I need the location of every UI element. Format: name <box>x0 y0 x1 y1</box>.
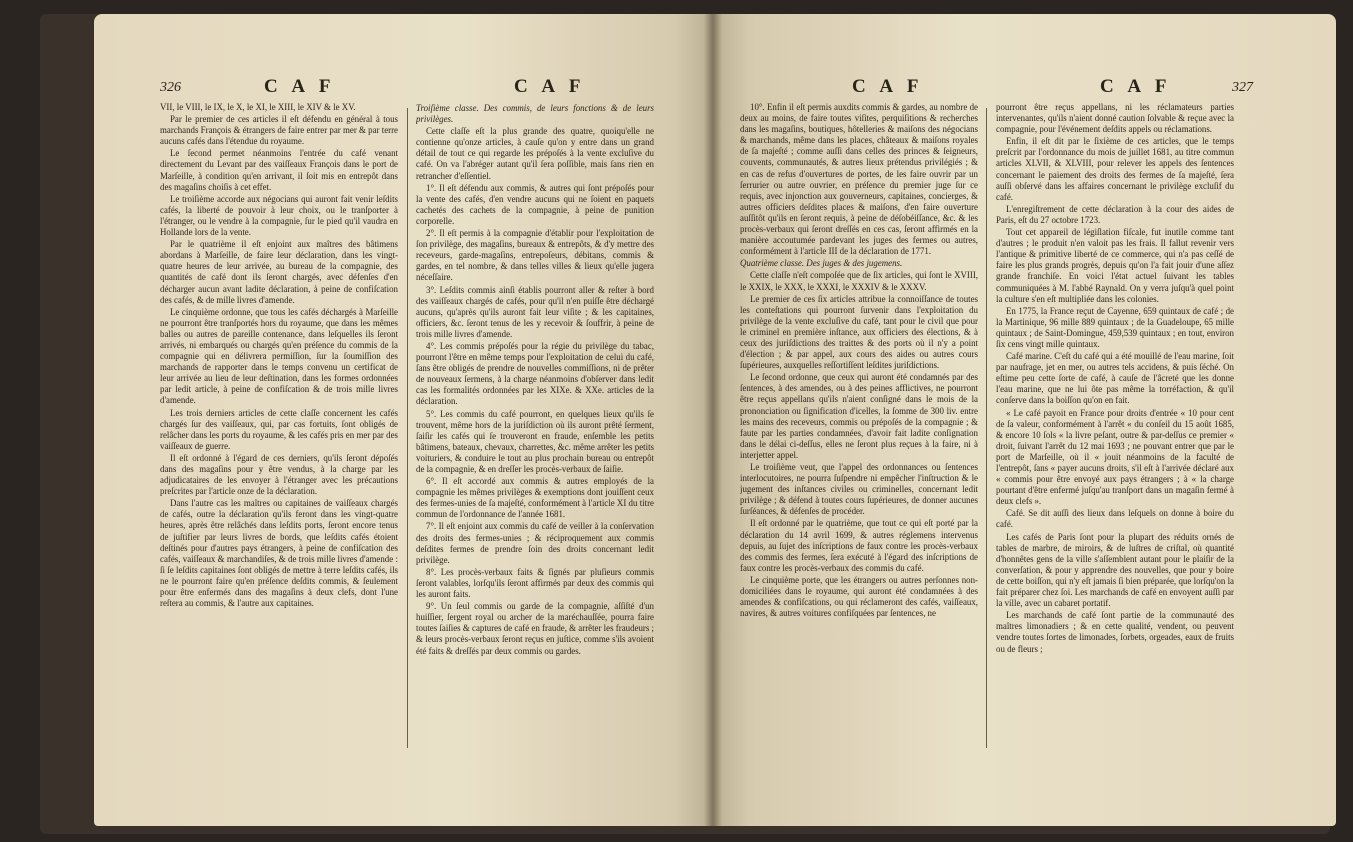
paragraph: Café marine. C'eſt du café qui a été mouillé de l'eau marine, ſoit par naufrage, jet en mer, ou autres tels accidens, & puis ſéché. On eſtime peu cette ſorte de café, à cauſe de l'âcreté que les donne l'eau marine, que ne lui ôte pas même la torréfaction, & qu'il conſerve dans la boiſſon qu'on en fait. <box>996 351 1234 406</box>
paragraph: Le cinquième porte, que les étrangers ou autres perſonnes non-domiciliées dans le royaume, qui auront été condamnées à des amendes & confiſcations, ou qui réclameront des cafés, vaiſſeaux, navires, & autres voitures confiſquées par ſentences, ne <box>740 574 978 619</box>
column-rule <box>986 108 987 748</box>
paragraph: Par le premier de ces articles il eſt défendu en général à tous marchands François & étrangers de faire entrer par mer & par terre aucuns cafés dans l'étendue du royaume. <box>160 114 398 147</box>
paragraph: 1°. Il eſt défendu aux commis, & autres qui ſont prépoſés pour la vente des cafés, d'en vendre aucuns qui ne ſoient en paquets cachetés des cachets de la compagnie, à peine de punition corporelle. <box>416 182 654 226</box>
paragraph: « Le café payoit en France pour droits d'entrée « 10 pour cent de ſa valeur, conformément à l'arrêt « du conſeil du 15 août 1685, & encore 10 ſols « la livre peſant, outre & par-deſſus ce premier « droit, ſuivant l'arrêt du 12 mai 1693 ; ne pouvant entrer que par le port de Marſeille, où il « jouit néanmoins de la faculté de l'entrepôt, ſans « payer aucuns droits, s'il eſt à l'arrivée déclaré aux « commis pour être envoyé aux pays étrangers ; à « la charge pourtant d'être enfermé juſqu'au tranſport dans un magaſin fermé à deux clefs ». <box>996 407 1234 507</box>
left-running-head-2: C A F <box>514 76 586 97</box>
paragraph: 8°. Les procès-verbaux faits & ſignés par pluſieurs commis ſeront valables, lorſqu'ils ſeront affirmés par deux des commis qui les auront faits. <box>416 566 654 600</box>
left-running-head-1: C A F <box>264 76 336 97</box>
paragraph: Café. Se dit auſſi des lieux dans leſquels on donne à boire du café. <box>996 508 1234 530</box>
paragraph: 5°. Les commis du café pourront, en quelques lieux qu'ils ſe trouvent, même hors de la juriſdiction où ils auront prêté ſerment, ſaiſir les cafés qui ſe trouveront en fraude, enſemble les petits bâtimens, bateaux, chevaux, charrettes, &c. même arrêter les petits voituriers, & conduire le tout au plus prochain bureau ou entrepôt de la compagnie, & en dreſſer les procès-verbaux de ſaiſie. <box>416 408 654 474</box>
left-column-1 <box>160 102 398 804</box>
paragraph: Le ſecond permet néanmoins l'entrée du café venant directement du Levant par des vaiſſeaux François dans le port de Marſeille, à condition qu'en arrivant, il ſoit mis en entrepôt dans des magaſins choiſis à cet effet. <box>160 148 398 192</box>
paragraph: Il eſt ordonné à l'égard de ces derniers, qu'ils ſeront dépoſés dans des magaſins pour y être vendus, à la charge par les adjudicataires de les envoyer à l'étranger avec les précautions preſcrites par l'article onze de la déclaration. <box>160 452 398 497</box>
paragraph: 7°. Il eſt enjoint aux commis du café de veiller à la conſervation des droits des fermes-unies ; & réciproquement aux commis deſdites fermes de prendre ſoin des droits concernant ledit privilège. <box>416 521 654 565</box>
paragraph: Cette claſſe n'eſt compoſée que de ſix articles, qui ſont le XVIII, le XXIX, le XXX, le XXXI, le XXXIV & le XXXV. <box>740 270 978 292</box>
paragraph: pourront être reçus appellans, ni les réclamateurs parties intervenantes, qu'ils n'aient donné caution ſolvable & reçue avec la compagnie, pour l'événement deſdits appels ou réclamations. <box>996 102 1234 135</box>
paragraph: Dans l'autre cas les maîtres ou capitaines de vaiſſeaux chargés de cafés, outre la déclaration qu'ils feront dans les vingt-quatre heures, après être relâchés dans leſdits ports, ſeront encore tenus de juſtifier par leurs livres de bords, que leſdits cafés étoient deſtinés pour d'autres pays étrangers, à peine de confiſcation des cafés, vaiſſeaux & marchandiſes, & de trois mille livres d'amende : ſi ſe leſdits capitaines ſont obligés de mettre à terre leſdits cafés, ils ne le pourront faire qu'en préſence deſdits commis, & ſeulement pour être enfermés dans des magaſins à deux clefs, dont l'une reſtera au commis, & l'autre aux capitaines. <box>160 498 398 609</box>
left-page <box>94 14 712 826</box>
paragraph: 4°. Les commis prépoſés pour la régie du privilège du tabac, pourront l'être en même temps pour l'exploitation de celui du café, ſans être obligés de prendre de nouvelles commiſſions, ni de prêter de nouveaux ſermens, à la charge néanmoins d'obſerver dans ledit cas les formalités ordonnées par les XIXe. & XXe. articles de la déclaration. <box>416 340 654 407</box>
right-page-number: 327 <box>1232 80 1253 95</box>
paragraph: VII, le VIII, le IX, le X, le XI, le XIII, le XIV & le XV. <box>160 102 356 112</box>
paragraph: Le troiſième veut, que l'appel des ordonnances ou ſentences interlocutoires, ne pourra ſuſpendre ni empêcher l'inſtruction & le jugement des inſtances civiles ou criminelles, concernant ledit privilège ; & défend à toutes cours ſupérieures, de donner aucunes ſurſéances, & défenſes de procéder. <box>740 462 978 517</box>
right-running-head-2: C A F <box>1100 76 1172 97</box>
right-page <box>712 14 1336 826</box>
paragraph: 3°. Leſdits commis ainſi établis pourront aller & reſter à bord des vaiſſeaux chargés de cafés, pour qu'il n'en puiſſe être déchargé aucuns, qu'après qu'ils auront fait leur viſite ; & les capitaines, officiers, &c. ſeront tenus de les y recevoir & ſouffrir, à peine de trois mille livres d'amende. <box>416 284 654 339</box>
paragraph: Cette claſſe eſt la plus grande des quatre, quoiqu'elle ne contienne qu'onze articles, à cauſe qu'on y entre dans un grand détail de tout ce qui regarde les prépoſés à la vente excluſive du café. On va l'abréger autant qu'il ſera poſſible, mais ſans rien en retrancher d'eſſentiel. <box>416 126 654 181</box>
right-column-1 <box>740 102 978 804</box>
right-column-2 <box>996 102 1234 804</box>
paragraph: Le troiſième accorde aux négocians qui auront fait venir leſdits cafés, la liberté de pouvoir à leur choix, ou le tranſporter à l'étranger, ou le vendre à la compagnie, ſur le pied qu'il vaudra en Hollande lors de la vente. <box>160 193 398 238</box>
left-column-2 <box>416 102 654 804</box>
paragraph: 2°. Il eſt permis à la compagnie d'établir pour l'exploitation de ſon privilège, des magaſins, bureaux & entrepôts, & d'y mettre des receveurs, garde-magaſins, entrepoſeurs, débitans, commis & gardes, en tel nombre, & dans telles villes & lieux qu'elle jugera néceſſaire. <box>416 228 654 283</box>
paragraph: Le ſecond ordonne, que ceux qui auront été condamnés par des ſentences, à des amendes, ou à des peines afflictives, ne pourront être reçus appellans qu'ils n'aient conſigné dans le mois de la prononciation ou ſignification d'icelles, la ſomme de 300 liv. entre les mains des receveurs, commis ou prépoſés de la compagnie ; & faute par les parties condamnées, d'avoir fait ladite conſignation dans le délai ci-deſſus, elles ne ſeront plus reçues à la faire, ni à interjetter appel. <box>740 372 978 460</box>
column-rule <box>407 108 408 748</box>
paragraph: 6°. Il eſt accordé aux commis & autres employés de la compagnie les mêmes privilèges & exemptions dont jouiſſent ceux des fermes-unies de ſa majeſté, conformément à l'article XI du titre commun de l'ordonnance de l'année 1681. <box>416 476 654 520</box>
paragraph: Enfin, il eſt dit par le ſixième de ces articles, que le temps preſcrit par l'ordonnance du mois de juillet 1681, au titre commun articles XLVII, & XLVIII, pour relever les appels des ſentences concernant le paiement des droits des fermes de ſa majeſté, ſera auſſi obſervé dans les affaires concernant le privilège excluſif du café. <box>996 136 1234 202</box>
paragraph: Les marchands de café ſont partie de la communauté des maîtres limonadiers ; & en cette qualité, vendent, ou peuvent vendre toutes ſortes de limonades, ſorbets, orgeades, eaux de fruits ou de fleurs ; <box>996 610 1234 654</box>
paragraph: Les cafés de Paris ſont pour la plupart des réduits ornés de tables de marbre, de miroirs, & de luſtres de criſtal, où quantité d'honnêtes gens de la ville s'aſſemblent autant pour le plaiſir de la converſation, & pour y apprendre des nouvelles, que pour y boire de cette boiſſon, qui n'y eſt jamais ſi bien préparée, que lorſqu'on la fait préparer chez ſoi. Les marchands de café en envoyent auſſi par la ville, avec un cabaret portatif. <box>996 531 1234 609</box>
book-gutter <box>704 14 722 826</box>
paragraph: Les trois derniers articles de cette claſſe concernent les cafés chargés ſur des vaiſſeaux, qui, par cas fortuits, ſont obligés de relâcher dans les ports du royaume, & les cafés pris en mer par des vaiſſeaux de guerre. <box>160 407 398 451</box>
paragraph: 9°. Un ſeul commis ou garde de la compagnie, aſſiſté d'un huiſſier, ſergent royal ou archer de la maréchauſſée, pourra faire toutes ſaiſies & captures de café en fraude, & arrêter les fraudeurs ; & leurs procès-verbaux ſeront reçus en juſtice, comme s'ils avoient été faits & dreſſés par deux commis ou gardes. <box>416 601 654 656</box>
right-running-head-1: C A F <box>852 76 924 97</box>
paragraph: L'enregiſtrement de cette déclaration à la cour des aides de Paris, eſt du 27 octobre 1723. <box>996 203 1234 225</box>
book-spread <box>40 14 1330 834</box>
paragraph: En 1775, la France reçut de Cayenne, 659 quintaux de café ; de la Martinique, 96 mille 889 quintaux ; de la Guadeloupe, 65 mille quintaux ; de Saint-Domingue, 459,539 quintaux ; en tout, environ ſix cens vingt mille quintaux. <box>996 305 1234 349</box>
paragraph: 10°. Enfin il eſt permis auxdits commis & gardes, au nombre de deux au moins, de faire toutes viſites, perquiſitions & recherches dans les magaſins, boutiques, hôtelleries & maiſons des négocians & marchands, même dans les places, châteaux & maiſons royales de ſa majeſté ; comme auſſi dans celles des princes & ſeigneurs, couvents, communautés, & autres lieux prétendus privilégiés ; & en cas de refus d'ouvertures de portes, de les faire ouvrir par un ſerrurier ou autre ouvrier, en préſence du premier juge ſur ce requis, avec injonction aux gouverneurs, capitaines, concierges, & autres officiers deſdites places & maiſons, d'en faire ouverture auſſitôt qu'ils en ſeront requis, à peine de déſobéiſſance, &c. & les procès-verbaux qui ſeront dreſſés en ces cas, ſeront affirmés en la manière accoutumée pardevant les juges des fermes ou autres, conformément à l'article III de la déclaration de 1771. <box>740 102 978 257</box>
paragraph: Le premier de ces ſix articles attribue la connoiſſance de toutes les conteſtations qui pourront ſurvenir dans l'exploitation du privilège de la vente excluſive du café, tant pour le civil que pour le criminel en première inſtance, aux officiers des élections, & à ceux des juriſdictions des traittes & des ports où il n'y a point d'élection ; & par appel, aux cours des aides ou autres cours ſupérieures, auxquelles reſſortiſſent leſdites juriſdictions. <box>740 293 978 371</box>
paragraph: Le cinquième ordonne, que tous les cafés déchargés à Marſeille ne pourront être tranſportés hors du royaume, que dans les mêmes balles ou autres de pareille contenance, dans leſquelles ils ſeront arrivés, ni embarqués ou chargés qu'en préſence du commis de la compagnie qui en délivrera permiſſion, ſur la ſoumiſſion des marchands de rapporter dans le temps convenu un certificat de leur arrivée au lieu de leur deſtination, dans les formes ordonnées par ledit article, à peine de confiſcation & de trois mille livres d'amende. <box>160 306 398 406</box>
paragraph: Par le quatrième il eſt enjoint aux maîtres des bâtimens abordans à Marſeille, de faire leur déclaration, dans les vingt-quatre heures de leur arrivée, au bureau de la compagnie, des quantités de café dont ils ſeront chargés, avec défenſes d'en décharger aucun avant ladite déclaration, à peine de confiſcation des cafés, & de mille livres d'amende. <box>160 239 398 305</box>
paragraph: Tout cet appareil de légiſlation fiſcale, fut inutile comme tant d'autres ; le produit n'en valoit pas les frais. Il fallut revenir vers l'antique & primitive liberté de ce commerce, qui n'a pas ceſſé de faire les plus grands progrès, depuis qu'on l'a fait jouir d'une aſſez grande franchiſe. En voici l'état actuel ſuivant les tables communiquées à M. l'abbé Raynald. On y verra juſqu'à quel point la culture s'en eſt multipliée dans les colonies. <box>996 227 1234 304</box>
section-heading: Troiſième classe. Des commis, de leurs fonctions & de leurs privilèges. <box>416 103 654 125</box>
paragraph: Il eſt ordonné par le quatrième, que tout ce qui eſt porté par la déclaration du 14 avril 1699, & autres réglemens intervenus depuis, au ſujet des inſcriptions de faux contre les procès-verbaux des commis des fermes, ſera exécuté à l'égard des inſcriptions de faux contre les procès-verbaux des commis du café. <box>740 518 978 573</box>
section-heading: Quatrième classe. Des juges & des jugemens. <box>740 258 903 269</box>
left-page-number: 326 <box>160 80 181 95</box>
